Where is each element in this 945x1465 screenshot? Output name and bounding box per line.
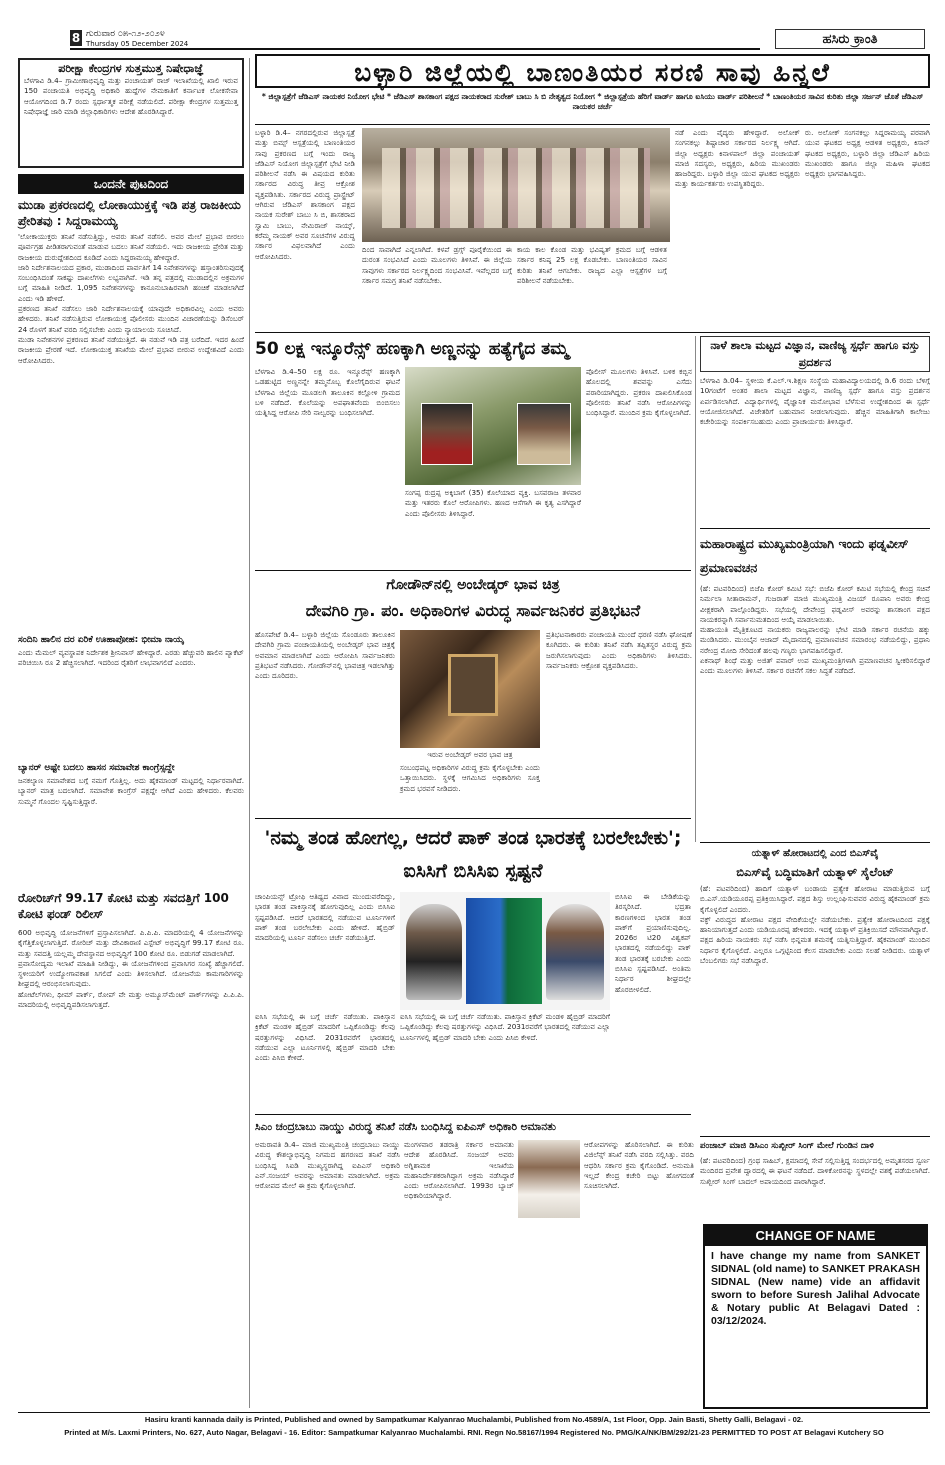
competition-headline: ನಾಳೆ ಶಾಲಾ ಮಟ್ಟದ ವಿಜ್ಞಾನ, ವಾಣಿಜ್ಯ ಸ್ಪರ್ಧೆ ಹಾಗೂ ವಸ್ತು ಪ್ರದರ್ಶನ xyxy=(700,336,930,372)
ambedkar-bottom-rule xyxy=(255,818,691,819)
cricket-text-a: ಚಾಂಪಿಯನ್ಸ್ ಟ್ರೋಫಿ ಆತಿಥ್ಯದ ವಿವಾದ ಮುಂದುವರೆದಿದ್ದು, ಭಾರತ ತಂಡ ಪಾಕಿಸ್ತಾನಕ್ಕೆ ಹೋಗುವುದಿಲ್ಲ ಎಂದು ಬಿಸಿಸಿಐ ಸ್ಪಷ್ಟಪಡಿಸಿದೆ. ಆದರೆ ಭಾರತದಲ್ಲಿ ನಡೆಯುವ ಟೂರ್ನಿಗಳಿಗೆ ಪಾಕ್ ತಂಡ ಬರಲೇಬೇಕು ಎಂದು ಹೇಳಿದೆ. ಹೈಬ್ರಿಡ್ ಮಾದರಿಯಲ್ಲಿ ಟೂರ್ನಿ ನಡೆಸಲು ಚರ್ಚೆ ನಡೆಯುತ್ತಿದೆ. xyxy=(255,892,398,943)
maharashtra-headline: ಮಹಾರಾಷ್ಟ್ರದ ಮುಖ್ಯಮಂತ್ರಿಯಾಗಿ ಇಂದು ಫಡ್ನವೀಸ್ ಪ್ರಮಾಣವಚನ xyxy=(700,536,909,575)
naidu-text-b: ಮಂಗಳವಾರ ತಡರಾತ್ರಿ ಸರ್ಕಾರ ಅಮಾನತು ಆದೇಶ ಹೊರಡಿಸಿದೆ. ಸಂಜಯ್ ಅವರು ಅಗ್ನಿಶಾಮಕ ಇಲಾಖೆಯ ಮಹಾನಿರ್ದೇಶಕರಾಗಿದ್ದಾಗ ಅಕ್ರಮ ನಡೆಸಿದ್ದಾರೆ ಎಂದು ಆರೋಪಿಸಲಾಗಿದೆ. 1993ರ ಬ್ಯಾಚ್ ಅಧಿಕಾರಿಯಾಗಿದ್ದಾರೆ. xyxy=(404,1140,517,1201)
maharashtra-rule xyxy=(700,842,930,843)
victim-photo xyxy=(421,403,473,465)
main-story-bottom-rule xyxy=(255,332,930,333)
exam-box-title: ಪರೀಕ್ಷಾ ಕೇಂದ್ರಗಳ ಸುತ್ತಮುತ್ತ ನಿಷೇಧಾಜ್ಞೆ xyxy=(58,62,204,75)
imprint-line-2: Printed at M/s. Laxmi Printers, No. 627, Auto Nagar, Belagavi - 16. Editor: Sampatkumar Kalyanrao Muchalambi. RNI. Regn No.58167/1994 Registered No. PMG/KA/NK/BM/292/21-23 PERMITTED TO POST AT Belagavi Kutchery SO xyxy=(64,1428,884,1437)
punjab-headline: ಪಂಜಾಬ್ ಮಾಜಿ ಡಿಸಿಎಂ ಸುಖ್ಬೀರ್ ಸಿಂಗ್ ಮೇಲೆ ಗುಂಡಿನ ದಾಳಿ xyxy=(700,1141,874,1151)
main-col4-text: ನಡೆ ಎಂದು ವೈದ್ಯರು ಹೇಳಿದ್ದಾರೆ. ಅಲೋಕ್ ಸಂಗನಕಲ್ಲು ಶಿಷ್ಟಾಚಾರ ಸರ್ಕಾರದ ನಿರ್ಲಕ್ಷ್ಯ ಆಗಿದೆ. ಜಿಲ್ಲಾ ಅಧ್ಯಕ್ಷರು ಕಿನಾಳಪಾಲ್ ಜಿಲ್ಲಾ ಪಂಚಾಯತ್ ಮಾಜಿ ಸದಸ್ಯರು, ಅಧ್ಯಕ್ಷರು, ಹಿರಿಯ ಮುಖಂಡರು ಹಾಜರಿದ್ದರು. ಬಳ್ಳಾರಿ ಜಿಲ್ಲಾ ಯುವ ಘಟಕದ ಅಧ್ಯಕ್ಷರು ಮತ್ತು ಕಾರ್ಯಕರ್ತರು ಉಪಸ್ಥಿತರಿದ್ದರು. xyxy=(675,128,803,189)
naidu-headline: ಸಿಎಂ ಚಂದ್ರಬಾಬು ನಾಯ್ಡು ವಿರುದ್ಧ ತನಿಖೆ ನಡೆಸಿ ಬಂಧಿಸಿದ್ದ ಐಪಿಎಸ್ ಅಧಿಕಾರಿ ಅಮಾನತು xyxy=(255,1121,556,1133)
main-col2-text: ದಿಂದ ಸಾವಾಗಿದೆ ಎನ್ನಲಾಗಿದೆ. ಕಳಪೆ ಡ್ರಗ್ಸ್ ಪೂರೈಕೆಯಿಂದ ಈ ದುರಂತ ಸಂಭವಿಸಿದೆ ಎಂದು ಮೂಲಗಳು ತಿಳಿಸಿವೆ. ಈ ಜಿಲ್ಲೆಯ ಸಾವುಗಳು ಸರ್ಕಾರದ ನಿರ್ಲಕ್ಷ್ಯದಿಂದ ಸಂಭವಿಸಿವೆ. ಇವೆಲ್ಲದರ ಬಗ್ಗೆ ಸರ್ಕಾರ ಸಮಗ್ರ ತನಿಖೆ ನಡೆಸಬೇಕು. xyxy=(362,245,515,285)
main-photo xyxy=(362,128,670,242)
competition-rule xyxy=(700,528,930,529)
insurance-photo xyxy=(405,367,581,485)
cricket-text-d: ಐಸಿಸಿ ಸಭೆಯಲ್ಲಿ ಈ ಬಗ್ಗೆ ಚರ್ಚೆ ನಡೆಯಿತು. ಪಾಕಿಸ್ತಾನ ಕ್ರಿಕೆಟ್ ಮಂಡಳಿ ಹೈಬ್ರಿಡ್ ಮಾದರಿಗೆ ಒಪ್ಪಿಕೊಂಡಿದ್ದು ಕೆಲವು ಷರತ್ತುಗಳನ್ನು ವಿಧಿಸಿದೆ. 2031ರವರೆಗೆ ಭಾರತದಲ್ಲಿ ನಡೆಯುವ ಎಲ್ಲಾ ಟೂರ್ನಿಗಳಲ್ಲಿ ಹೈಬ್ರಿಡ್ ಮಾದರಿ ಬೇಕು ಎಂದು ಪಿಸಿಬಿ ಕೇಳಿದೆ. xyxy=(255,1012,398,1063)
cricket-headline: 'ನಮ್ಮ ತಂಡ ಹೋಗಲ್ಲ, ಆದರೆ ಪಾಕ್ ತಂಡ ಭಾರತಕ್ಕೆ ಬರಲೇಬೇಕು'; ಐಸಿಸಿಗೆ ಬಿಸಿಸಿಐ ಸ್ಪಷ್ಟನೆ xyxy=(264,827,682,882)
ambedkar-text-c: ಪ್ರತಿಭಟನಾಕಾರರು ಪಂಚಾಯತಿ ಮುಂದೆ ಧರಣಿ ನಡೆಸಿ ಘೋಷಣೆ ಕೂಗಿದರು. ಈ ಕುರಿತು ತನಿಖೆ ನಡೆಸಿ ತಪ್ಪಿತಸ್ಥರ ವಿರುದ್ಧ ಕ್ರಮ ಜರುಗಿಸಲಾಗುವುದು ಎಂದು ಅಧಿಕಾರಿಗಳು ತಿಳಿಸಿದರು. ಸಾರ್ವಜನಿಕರು ಆಕ್ರೋಶ ವ್ಯಕ್ತಪಡಿಸಿದರು. xyxy=(546,630,695,670)
masthead: ಹಸಿರು ಕ್ರಾಂತಿ xyxy=(775,29,925,49)
maharashtra-text: (ಹೆ: ಪಟವರಿದಿಂದ) ಬಿಜೆಪಿ ಕೋರ್ ಕಮಿಟಿ ಸಭೆ: ಬಿಜೆಪಿ ಕೋರ್ ಕಮಿಟಿ ಸಭೆಯಲ್ಲಿ ಕೇಂದ್ರ ಸಚಿವೆ ನಿರ್ಮಲಾ ಸೀತಾರಾಮನ್, ಗುಜರಾತ್ ಮಾಜಿ ಮುಖ್ಯಮಂತ್ರಿ ವಿಜಯ್ ರೂಪಾನಿ ಅವರು ಕೇಂದ್ರ ವೀಕ್ಷಕರಾಗಿ ಪಾಲ್ಗೊಂಡಿದ್ದರು. ಸಭೆಯಲ್ಲಿ ದೇವೇಂದ್ರ ಫಡ್ನವೀಸ್ ಅವರನ್ನು ಶಾಸಕಾಂಗ ಪಕ್ಷದ ನಾಯಕರನ್ನಾಗಿ ಸರ್ವಾನುಮತದಿಂದ ಆಯ್ಕೆ ಮಾಡಲಾಯಿತು. ಮಹಾಯುತಿ ಮೈತ್ರಿಕೂಟದ ನಾಯಕರು ರಾಜ್ಯಪಾಲರನ್ನು ಭೇಟಿ ಮಾಡಿ ಸರ್ಕಾರ ರಚನೆಯ ಹಕ್ಕು ಮಂಡಿಸಿದರು. ಮುಂಬೈನ ಆಜಾದ್ ಮೈದಾನದಲ್ಲಿ ಪ್ರಮಾಣವಚನ ಸಮಾರಂಭ ನಡೆಯಲಿದ್ದು, ಪ್ರಧಾನಿ ನರೇಂದ್ರ ಮೋದಿ ಸೇರಿದಂತೆ ಹಲವು ಗಣ್ಯರು ಭಾಗವಹಿಸಲಿದ್ದಾರೆ. ಏಕನಾಥ್ ಶಿಂಧೆ ಮತ್ತು ಅಜಿತ್ ಪವಾರ್ ಉಪ ಮುಖ್ಯಮಂತ್ರಿಗಳಾಗಿ ಪ್ರಮಾಣವಚನ ಸ್ವೀಕರಿಸಲಿದ್ದಾರೆ ಎಂದು ಮೂಲಗಳು ತಿಳಿಸಿವೆ. ಸರ್ಕಾರ ರಚನೆಗೆ ಸಕಲ ಸಿದ್ಧತೆ ನಡೆದಿದೆ. xyxy=(700,584,930,676)
change-of-name-title: CHANGE OF NAME xyxy=(705,1226,926,1246)
insurance-bottom-rule xyxy=(255,570,691,571)
fund-text: 600 ಅಭಿವೃದ್ಧಿ ಯೋಜನೆಗಳಿಗೆ ಪ್ರಸ್ತಾಪಿಸಲಾಗಿದೆ. ಪಿ.ಪಿ.ಪಿ. ಮಾದರಿಯಲ್ಲಿ 4 ಯೋಜನೆಗಳನ್ನು ಕೈಗೆತ್ತಿಕೊಳ್ಳಲಾಗುತ್ತಿದೆ. ರೋರಿಚ್ ಮತ್ತು ದೇವಿಕಾರಾಣಿ ಎಸ್ಟೇಟ್ ಅಭಿವೃದ್ಧಿಗೆ 99.17 ಕೋಟಿ ರೂ. ಮತ್ತು ಸವದತ್ತಿ ಯಲ್ಲಮ್ಮ ದೇವಸ್ಥಾನದ ಅಭಿವೃದ್ಧಿಗೆ 100 ಕೋಟಿ ರೂ. ಬಿಡುಗಡೆ ಮಾಡಲಾಗಿದೆ. ಪ್ರವಾಸೋದ್ಯಮ ಇಲಾಖೆ ಮಾಹಿತಿ ನೀಡಿದ್ದು, ಈ ಯೋಜನೆಗಳಿಂದ ಪ್ರವಾಸಿಗರ ಸಂಖ್ಯೆ ಹೆಚ್ಚಾಗಲಿದೆ. ಸ್ಥಳೀಯರಿಗೆ ಉದ್ಯೋಗಾವಕಾಶ ಸಿಗಲಿದೆ ಎಂದು ತಿಳಿಸಲಾಗಿದೆ. ಯೋಜನೆಯ ಕಾಮಗಾರಿಗಳನ್ನು ಶೀಘ್ರದಲ್ಲಿ ಆರಂಭಿಸಲಾಗುವುದು. ಹೋಟೆಲ್‌ಗಳು, ಥೀಮ್ ಪಾರ್ಕ್, ರೋಪ್ ವೇ ಮತ್ತು ಅಮ್ಯೂಸ್‌ಮೆಂಟ್ ಪಾರ್ಕ್‌ಗಳನ್ನು ಪಿ.ಪಿ.ಪಿ. ಮಾದರಿಯಲ್ಲಿ ಅಭಿವೃದ್ಧಿಪಡಿಸಲಾಗುತ್ತದೆ. xyxy=(18,928,245,1010)
header-date-english: Thursday 05 December 2024 xyxy=(86,40,189,48)
official-left-photo xyxy=(406,904,462,1000)
ambedkar-text-b: ಸಂಬಂಧಪಟ್ಟ ಅಧಿಕಾರಿಗಳ ವಿರುದ್ಧ ಕ್ರಮ ಕೈಗೊಳ್ಳಬೇಕು ಎಂದು ಒತ್ತಾಯಿಸಿದರು. ಸ್ಥಳಕ್ಕೆ ಆಗಮಿಸಿದ ಅಧಿಕಾರಿಗಳು ಸೂಕ್ತ ಕ್ರಮದ ಭರವಸೆ ನೀಡಿದರು. xyxy=(400,763,543,793)
ambedkar-text-a: ಹೊಸಪೇಟೆ ಡಿ.4– ಬಳ್ಳಾರಿ ಜಿಲ್ಲೆಯ ಸೊಂಡೂರು ತಾಲೂಕಿನ ದೇವಗಿರಿ ಗ್ರಾಮ ಪಂಚಾಯತಿಯಲ್ಲಿ ಅಂಬೇಡ್ಕರ್ ಭಾವ ಚಿತ್ರಕ್ಕೆ ಅವಮಾನ ಮಾಡಲಾಗಿದೆ ಎಂದು ಆರೋಪಿಸಿ ಸಾರ್ವಜನಿಕರು ಪ್ರತಿಭಟನೆ ನಡೆಸಿದರು. ಗೋಡೌನ್‌ನಲ್ಲಿ ಭಾವಚಿತ್ರ ಇಡಲಾಗಿತ್ತು ಎಂದು ದೂರಿದರು. xyxy=(255,630,398,681)
insurance-text-a: ಬೆಳಗಾವಿ ಡಿ.4–50 ಲಕ್ಷ ರೂ. ಇನ್ಶೂರೆನ್ಸ್ ಹಣಕ್ಕಾಗಿ ಒಡಹುಟ್ಟಿದ ಅಣ್ಣನನ್ನೇ ತಮ್ಮನೊಬ್ಬ ಕೊಲೆಗೈದಿರುವ ಘಟನೆ ಬೆಳಗಾವಿ ಜಿಲ್ಲೆಯ ಮೂಡಲಗಿ ತಾಲೂಕಿನ ಕಲ್ಲೋಳಿ ಗ್ರಾಮದ ಬಳಿ ನಡೆದಿದೆ. ಕೊಲೆಯನ್ನು ಅಪಘಾತವೆಂದು ಬಿಂಬಿಸಲು ಯತ್ನಿಸಿದ್ದ ಆರೋಪಿ ಸೇರಿ ನಾಲ್ವರನ್ನು ಬಂಧಿಸಲಾಗಿದೆ. xyxy=(255,367,403,418)
accused-photo xyxy=(517,403,571,465)
insurance-headline: 50 ಲಕ್ಷ ಇನ್ಶೂರೆನ್ಸ್ ಹಣಕ್ಕಾಗಿ ಅಣ್ಣನನ್ನು ಹತ್ಯೆಗೈದ ತಮ್ಮ xyxy=(255,339,569,359)
cricket-photo xyxy=(400,892,610,1010)
header-rule xyxy=(70,48,760,50)
fund-headline: ರೋರಿಚ್‌ಗೆ 99.17 ಕೋಟಿ ಮತ್ತು ಸವದತ್ತಿಗೆ 100 ಕೋಟಿ ಫಂಡ್ ರಿಲೀಸ್ xyxy=(18,891,229,921)
main-subhead-rule xyxy=(255,124,930,125)
change-of-name-body: I have change my name from SANKET SIDNAL (old name) to SANKET PRAKASH SIDNAL (New name) vide an affidavit sworn to before Suresh Jalihal Advocate & Notary public At Belagavi Dated : 03/12/2024. xyxy=(711,1250,920,1327)
banner-text: ಜನಕಲ್ಯಾಣ ಸಮಾವೇಶದ ಬಗ್ಗೆ ನಮಗೆ ಗೊತ್ತಿಲ್ಲ. ಅದು ಹೈಕಮಾಂಡ್ ಮಟ್ಟದಲ್ಲಿ ನಿರ್ಧಾರವಾಗಿದೆ. ಬ್ಯಾನರ್ ಮಾತ್ರ ಬದಲಾಗಿದೆ. ಸಮಾವೇಶ ಕಾಂಗ್ರೆಸ್ ಪಕ್ಷದ್ದೇ ಆಗಿದೆ ಎಂದು ಹೇಳಿದರು. ಕೆಲವರು ಸುಮ್ಮನೆ ಗೊಂದಲ ಸೃಷ್ಟಿಸುತ್ತಿದ್ದಾರೆ. xyxy=(18,776,247,806)
main-photo-people xyxy=(382,148,650,228)
main-col1-text: ಬಳ್ಳಾರಿ ಡಿ.4– ನಗರದಲ್ಲಿರುವ ಜಿಲ್ಲಾಸ್ಪತ್ರೆ ಮತ್ತು ಬಿಮ್ಸ್ ಆಸ್ಪತ್ರೆಯಲ್ಲಿ ಬಾಣಂತಿಯರ ಸಾವು ಪ್ರಕರಣದ ಬಗ್ಗೆ ಇಂದು ರಾಜ್ಯ ಜೆಡಿಎಸ್ ನಿಯೋಗ ಜಿಲ್ಲಾಸ್ಪತ್ರೆಗೆ ಭೇಟಿ ನೀಡಿ ಪರಿಶೀಲನೆ ನಡೆಸಿ ಈ ವಿಷಯದ ಕುರಿತು ಸರ್ಕಾರದ ವಿರುದ್ಧ ತೀವ್ರ ಆಕ್ರೋಶ ವ್ಯಕ್ತಪಡಿಸಿತು. ಸರ್ಕಾರದ ವಿರುದ್ಧ ಪ್ರಾಸ್ಟ್ರೇಟ್ ಆಗಿರುವ ಜೆಡಿಎಸ್ ಶಾಸಕಾಂಗ ಪಕ್ಷದ ನಾಯಕ ಸುರೇಶ್ ಬಾಬು ಸಿ ಬಿ, ಶಾಸಕರಾದ ಸ್ವಾಮಿ ಬಾಬು, ನೇಮಿರಾಜ್ ನಾಯ್ಕ್, ಕರೆಮ್ಮ ನಾಯಕ್ ಅವರ ಸೂಚನೆಗಳ ವಿರುದ್ಧ ಸರ್ಕಾರ ವಿಫಲವಾಗಿದೆ ಎಂದು ಆರೋಪಿಸಿದರು. xyxy=(255,128,358,261)
cmyk-bar-top xyxy=(0,0,945,18)
insurance-text-c: ಪೊಲೀಸ್ ಮೂಲಗಳು ತಿಳಿಸಿವೆ. ಬಳಿಕ ಕಬ್ಬಿನ ಹೊಲದಲ್ಲಿ ಶವವನ್ನು ಎಸೆದು ಪರಾರಿಯಾಗಿದ್ದರು. ಪ್ರಕರಣ ದಾಖಲಿಸಿಕೊಂಡ ಪೊಲೀಸರು ತನಿಖೆ ನಡೆಸಿ ಆರೋಪಿಗಳನ್ನು ಬಂಧಿಸಿದ್ದಾರೆ. ಮುಂದಿನ ಕ್ರಮ ಕೈಗೊಳ್ಳಲಾಗಿದೆ. xyxy=(586,367,695,418)
naidu-text-c: ಆರೋಪಗಳನ್ನು ಹೊರಿಸಲಾಗಿದೆ. ಈ ಕುರಿತು ವಿಜಿಲೆನ್ಸ್ ತನಿಖೆ ನಡೆಸಿ ವರದಿ ಸಲ್ಲಿಸಿತ್ತು. ವರದಿ ಆಧರಿಸಿ ಸರ್ಕಾರ ಕ್ರಮ ಕೈಗೊಂಡಿದೆ. ಅನುಮತಿ ಇಲ್ಲದೆ ಕೇಂದ್ರ ಕಚೇರಿ ಬಿಟ್ಟು ಹೋಗದಂತೆ ಸೂಚಿಸಲಾಗಿದೆ. xyxy=(584,1140,697,1191)
naidu-text-a: ಅಮರಾವತಿ ಡಿ.4– ಮಾಜಿ ಮುಖ್ಯಮಂತ್ರಿ ಚಂದ್ರಬಾಬು ನಾಯ್ಡು ವಿರುದ್ಧ ಕೌಶಲ್ಯಾಭಿವೃದ್ಧಿ ನಿಗಮದ ಹಗರಣದ ತನಿಖೆ ನಡೆಸಿ ಬಂಧಿಸಿದ್ದ ಸಿಐಡಿ ಮುಖ್ಯಸ್ಥರಾಗಿದ್ದ ಐಪಿಎಸ್ ಅಧಿಕಾರಿ ಎನ್.ಸಂಜಯ್ ಅವರನ್ನು ಅಮಾನತು ಮಾಡಲಾಗಿದೆ. ಅಕ್ರಮ ಆರೋಪದ ಮೇಲೆ ಈ ಕ್ರಮ ಕೈಗೊಳ್ಳಲಾಗಿದೆ. xyxy=(255,1140,403,1191)
mid-col-divider xyxy=(695,336,696,842)
exam-box-text: ಬೆಳಗಾವಿ ಡಿ.4– ಗ್ರಾಮೀಣಾಭಿವೃದ್ಧಿ ಮತ್ತು ಪಂಚಾಯತ್ ರಾಜ್ ಇಲಾಖೆಯಲ್ಲಿ ಖಾಲಿ ಇರುವ 150 ಪಂಚಾಯತಿ ಅಭಿವೃದ್ಧಿ ಅಧಿಕಾರಿ ಹುದ್ದೆಗಳ ನೇಮಕಾತಿಗೆ ಕರ್ನಾಟಕ ಲೋಕಸೇವಾ ಆಯೋಗದಿಂದ ಡಿ.7 ರಂದು ಸ್ಪರ್ಧಾತ್ಮಕ ಪರೀಕ್ಷೆ ನಡೆಯಲಿದೆ. ಪರೀಕ್ಷಾ ಕೇಂದ್ರಗಳ ಸುತ್ತಮುತ್ತ ನಿಷೇಧಾಜ್ಞೆ ಜಾರಿ ಮಾಡಿ ಜಿಲ್ಲಾಧಿಕಾರಿಗಳು ಆದೇಶ ಹೊರಡಿಸಿದ್ದಾರೆ. xyxy=(24,76,241,116)
punjab-text: (ಹೆ: ಪಟವರಿದಿಂದ) ಗ್ರಂಥ ಸಾಹಿಬ್, ಕ್ಷಮಾದಲ್ಲಿ ಸೇವೆ ಸಲ್ಲಿಸುತ್ತಿದ್ದ ಸಂದರ್ಭದಲ್ಲಿ ಅಮೃತಸರದ ಸ್ವರ್ಣ ಮಂದಿರದ ಪ್ರವೇಶ ದ್ವಾರದಲ್ಲಿ ಈ ಘಟನೆ ನಡೆದಿದೆ. ದಾಳಿಕೋರನನ್ನು ಸ್ಥಳದಲ್ಲೇ ವಶಕ್ಕೆ ಪಡೆಯಲಾಗಿದೆ. ಸುಖ್ಬೀರ್ ಸಿಂಗ್ ಬಾದಲ್ ಅಪಾಯದಿಂದ ಪಾರಾಗಿದ್ದಾರೆ. xyxy=(700,1156,933,1186)
main-headline: ಬಳ್ಳಾರಿ ಜಿಲ್ಲೆಯಲ್ಲಿ ಬಾಣಂತಿಯರ ಸರಣಿ ಸಾವು ಹಿನ್ನಲೆ xyxy=(255,54,930,88)
page-number-box: 8 xyxy=(71,31,81,45)
cricket-text-c: ಬಿಸಿಸಿಐ ಈ ಬೇಡಿಕೆಯನ್ನು ತಿರಸ್ಕರಿಸಿದೆ. ಭದ್ರತಾ ಕಾರಣಗಳಿಂದ ಭಾರತ ತಂಡ ಪಾಕ್‌ಗೆ ಪ್ರಯಾಣಿಸುವುದಿಲ್ಲ. 2026ರ ಟಿ20 ವಿಶ್ವಕಪ್ ಭಾರತದಲ್ಲಿ ನಡೆಯಲಿದ್ದು ಪಾಕ್ ತಂಡ ಭಾರತಕ್ಕೆ ಬರಬೇಕು ಎಂದು ಬಿಸಿಸಿಐ ಸ್ಪಷ್ಟಪಡಿಸಿದೆ. ಅಂತಿಮ ನಿರ್ಧಾರ ಶೀಘ್ರದಲ್ಲೇ ಹೊರಬೀಳಲಿದೆ. xyxy=(615,892,694,994)
official-right-photo xyxy=(546,904,604,1000)
change-of-name-ad xyxy=(703,1224,928,1409)
yatnal-headline-1: ಯತ್ನಾಳ್ ಹೋರಾಟದಲ್ಲಿ ಎಂದ ಬಿಎಸ್‌ವೈ xyxy=(751,848,879,859)
insurance-text-b: ಸಂಗಪ್ಪ ರುದ್ರಪ್ಪ ಅಕ್ಕಿಬಾಗೆ (35) ಕೊಲೆಯಾದ ವ್ಯಕ್ತಿ. ಬಸವರಾಜ ತಳವಾರ ಮತ್ತು ಇತರರು ಕೊಲೆ ಆರೋಪಿಗಳು. ಹಣದ ಆಸೆಗಾಗಿ ಈ ಕೃತ್ಯ ಎಸಗಿದ್ದಾರೆ ಎಂದು ಪೊಲೀಸರು ತಿಳಿಸಿದ್ದಾರೆ. xyxy=(405,488,584,518)
imprint-line-1: Hasiru kranti kannada daily is Printed, Published and owned by Sampatkumar Kalyanrao Muchalambi, Published from No.4589/A, 1st Floor, Opp. Jain Basti, Shetty Galli, Belagavi - 02. xyxy=(144,1415,804,1424)
cricket-text-b: ಐಸಿಸಿ ಸಭೆಯಲ್ಲಿ ಈ ಬಗ್ಗೆ ಚರ್ಚೆ ನಡೆಯಿತು. ಪಾಕಿಸ್ತಾನ ಕ್ರಿಕೆಟ್ ಮಂಡಳಿ ಹೈಬ್ರಿಡ್ ಮಾದರಿಗೆ ಒಪ್ಪಿಕೊಂಡಿದ್ದು ಕೆಲವು ಷರತ್ತುಗಳನ್ನು ವಿಧಿಸಿದೆ. 2031ರವರೆಗೆ ಭಾರತದಲ್ಲಿ ನಡೆಯುವ ಎಲ್ಲಾ ಟೂರ್ನಿಗಳಲ್ಲಿ ಹೈಬ್ರಿಡ್ ಮಾದರಿ ಬೇಕು ಎಂದು ಪಿಸಿಬಿ ಕೇಳಿದೆ. xyxy=(400,1012,613,1042)
cricket-bottom-rule xyxy=(255,1114,691,1115)
banner-headline: ಬ್ಯಾನರ್ ಅಷ್ಟೇ ಬದಲು ಹಾಸನ ಸಮಾವೇಶ ಕಾಂಗ್ರೆಸ್ಸದ್ದೇ xyxy=(18,763,175,773)
imprint-rule xyxy=(18,1412,930,1413)
players-photo xyxy=(466,898,542,1004)
ambedkar-photo xyxy=(400,630,540,748)
main-col3-text: ಕಾಯ ಕಾಲ ಕೊಂಡ ಮತ್ತು ಭವಿಷ್ಯತ್ ಕ್ರಮದ ಬಗ್ಗೆ ಆಡಳಿತ ಸರ್ಕಾರ ಕನಿಷ್ಠ 25 ಲಕ್ಷ ಕೊಡಬೇಕು. ಬಾಣಂತಿಯರ ಸಾವಿನ ಕುರಿತು ತನಿಖೆ ಆಗಬೇಕು. ರಾಜ್ಯದ ಎಲ್ಲಾ ಆಸ್ಪತ್ರೆಗಳ ಬಗ್ಗೆ ಪರಿಶೀಲನೆ ನಡೆಯಬೇಕು. xyxy=(517,245,670,285)
yatnal-headline-2: ಬಿಎಸ್‌ವೈ ಬದ್ಧಿಮಾತಿಗೆ ಯತ್ನಾಳ್ ಸೈಲೆಂಟ್ xyxy=(736,865,894,879)
naidu-photo xyxy=(518,1140,580,1218)
competition-text: ಬೆಳಗಾವಿ ಡಿ.04– ಸ್ಥಳೀಯ ಕೆ.ಎಲ್.ಇ.ಶಿಕ್ಷಣ ಸಂಸ್ಥೆಯ ಮಹಾವಿದ್ಯಾಲಯದಲ್ಲಿ ಡಿ.6 ರಂದು ಬೆಳಿಗ್ಗೆ 10ಗಂಟೆಗೆ ಅಂತರ ಶಾಲಾ ಮಟ್ಟದ ವಿಜ್ಞಾನ, ವಾಣಿಜ್ಯ ಸ್ಪರ್ಧೆ ಹಾಗೂ ವಸ್ತು ಪ್ರದರ್ಶನ ಏರ್ಪಡಿಸಲಾಗಿದೆ. ವಿದ್ಯಾರ್ಥಿಗಳಲ್ಲಿ ವೈಜ್ಞಾನಿಕ ಮನೋಭಾವ ಬೆಳೆಸುವ ಉದ್ದೇಶದಿಂದ ಈ ಸ್ಪರ್ಧೆ ಆಯೋಜಿಸಲಾಗಿದೆ. ವಿಜೇತರಿಗೆ ಬಹುಮಾನ ನೀಡಲಾಗುವುದು. ಹೆಚ್ಚಿನ ಮಾಹಿತಿಗಾಗಿ ಕಾಲೇಜು ಕಚೇರಿಯನ್ನು ಸಂಪರ್ಕಿಸಬಹುದು ಎಂದು ಪ್ರಾಚಾರ್ಯರು ತಿಳಿಸಿದ್ದಾರೆ. xyxy=(700,376,933,427)
muda-headline: ಮುಡಾ ಪ್ರಕರಣದಲ್ಲಿ ಲೋಕಾಯುಕ್ತಕ್ಕೆ ಇಡಿ ಪತ್ರ ರಾಜಕೀಯ ಪ್ರೇರಿತವು : ಸಿದ್ದರಾಮಯ್ಯ xyxy=(18,198,241,228)
nandini-text: ಎಂದು ಮೆಮಲ್ ವ್ಯವಸ್ಥಾಪಕ ನಿರ್ದೇಶಕ ಶ್ರೀನಿವಾಸ್ ಹೇಳಿದ್ದಾರೆ. ಎರಡು ಹೆಚ್ಚುವರಿ ಹಾಲಿನ ಪ್ಯಾಕೆಟ್ ಪರಿಚಯಿಸಿ ರೂ 2 ಹೆಚ್ಚಿಸಲಾಗಿದೆ. ಇದರಿಂದ ರೈತರಿಗೆ ಲಾಭವಾಗಲಿದೆ ಎಂದರು. xyxy=(18,648,247,668)
main-subhead: * ಜಿಲ್ಲಾಸ್ಪತ್ರೆಗೆ ಜೆಡಿಎಸ್ ನಾಯಕರ ನಿಯೋಗ ಭೇಟಿ * ಜೆಡಿಎಸ್ ಶಾಸಕಾಂಗ ಪಕ್ಷದ ನಾಯಕರಾದ ಸುರೇಶ್ ಬಾಬು ಸಿ ಬಿ ನೇತೃತ್ವದ ನಿಯೋಗ * ಜಿಲ್ಲಾಸ್ಪತ್ರೆಯ ಹೆರಿಗೆ ವಾರ್ಡ್ ಹಾಗೂ ಐಸಿಯು ವಾರ್ಡ್ ಪರಿಶೀಲನೆ * ಬಾಣಂತಿಯರ ಸಾವಿನ ಕುರಿತು ಜಿಲ್ಲಾ ಸರ್ಜನ್ ಜೊತೆ ಜೆಡಿಎಸ್ ನಾಯಕರ ಚರ್ಚೆ xyxy=(261,92,924,111)
left-col-divider xyxy=(249,58,250,1408)
section-banner: ಒಂದನೇ ಪುಟದಿಂದ xyxy=(18,174,244,194)
ambedkar-headline-1: ಗೋಡೌನ್‌ನಲ್ಲಿ ಅಂಬೇಡ್ಕರ್ ಭಾವ ಚಿತ್ರ xyxy=(386,577,560,593)
yatnal-rule xyxy=(700,1136,930,1137)
ambedkar-portrait xyxy=(448,654,498,716)
ambedkar-caption: ಇರುವ ಅಂಬೇಡ್ಕರ್ ಅವರ ಭಾವ ಚಿತ್ರ xyxy=(427,750,513,759)
exam-box xyxy=(18,58,244,168)
main-col5-text: ರು. ಅಲೋಕ್ ಸಂಗನಕಲ್ಲು ಸಿದ್ದರಾಮಯ್ಯ ಪರವಾಗಿ ಯುವ ಘಟಕದ ಅಧ್ಯಕ್ಷ ಆಡಳಿತ ಅಧ್ಯಕ್ಷರು, ಕಿಸಾನ್ ಘಟಕದ ಅಧ್ಯಕ್ಷರು, ಬಳ್ಳಾರಿ ಜಿಲ್ಲಾ ಜೆಡಿಎಸ್ ಹಿರಿಯ ಮುಖಂಡರು ಹಾಗೂ ಜಿಲ್ಲಾ ಮಹಿಳಾ ಘಟಕದ ಅಧ್ಯಕ್ಷರು ಭಾಗವಹಿಸಿದ್ದರು. xyxy=(805,128,933,179)
yatnal-text: (ಹೆ: ಪಟವರಿದಿಂದ) ಹಾದಿಗೆ ಯತ್ನಾಳ್ ಬಂಡಾಯ ಪ್ರತ್ಯೇಕ ಹೋರಾಟ ಮಾಡುತ್ತಿರುವ ಬಗ್ಗೆ ಬಿ.ಎಸ್.ಯಡಿಯೂರಪ್ಪ ಪ್ರತಿಕ್ರಿಯಿಸಿದ್ದಾರೆ. ಪಕ್ಷದ ಶಿಸ್ತು ಉಲ್ಲಂಘಿಸುವವರ ವಿರುದ್ಧ ಹೈಕಮಾಂಡ್ ಕ್ರಮ ಕೈಗೊಳ್ಳಲಿದೆ ಎಂದರು. ವಕ್ಫ್ ವಿರುದ್ಧದ ಹೋರಾಟ ಪಕ್ಷದ ವೇದಿಕೆಯಲ್ಲೇ ನಡೆಯಬೇಕು. ಪ್ರತ್ಯೇಕ ಹೋರಾಟದಿಂದ ಪಕ್ಷಕ್ಕೆ ಹಾನಿಯಾಗುತ್ತದೆ ಎಂದು ಯಡಿಯೂರಪ್ಪ ಹೇಳಿದರು. ಇದಕ್ಕೆ ಯತ್ನಾಳ್ ಪ್ರತಿಕ್ರಿಯಿಸದೆ ಮೌನವಾಗಿದ್ದಾರೆ. ಪಕ್ಷದ ಹಿರಿಯ ನಾಯಕರು ಸಭೆ ನಡೆಸಿ ಭಿನ್ನಮತ ಶಮನಕ್ಕೆ ಯತ್ನಿಸುತ್ತಿದ್ದಾರೆ. ಹೈಕಮಾಂಡ್ ಮುಂದಿನ ನಿರ್ಧಾರ ಕೈಗೊಳ್ಳಲಿದೆ. ಎಲ್ಲರೂ ಒಗ್ಗಟ್ಟಿನಿಂದ ಕೆಲಸ ಮಾಡಬೇಕು ಎಂದು ಸಲಹೆ ನೀಡಿದರು. ಯತ್ನಾಳ್ ಬೆಂಬಲಿಗರು ಸಭೆ ನಡೆಸಿದ್ದಾರೆ. xyxy=(700,884,930,966)
header-date-kannada: ಗುರುವಾರ ೦೫-೧೨-೨೦೨೪ xyxy=(86,29,165,39)
nandini-headline: ಸಂದಿನಿ ಹಾಲಿನ ದರ ಏರಿಕೆ ಊಹಾಪೋಹ: ಭೀಮಾ ನಾಯ್ಕ xyxy=(18,635,184,645)
muda-text: 'ಲೋಕಾಯುಕ್ತರು ತನಿಖೆ ನಡೆಸುತ್ತಿದ್ದು, ಅವರು ತನಿಖೆ ನಡೆಸಲಿ. ಅವರ ಮೇಲೆ ಪ್ರಭಾವ ಬೀರಲು ಪೂರ್ವಗ್ರಹ ಪೀಡಿತರಾಗುವಂತೆ ಮಾಡುವ ಬದಲು ತನಿಖೆ ನಡೆಯಲಿ. ಇದು ರಾಜಕೀಯ ಪ್ರೇರಿತ ಮತ್ತು ರಾಜಕೀಯ ದುರುದ್ದೇಶದಿಂದ ಕೂಡಿದೆ ಎಂದು ಸಿದ್ದರಾಮಯ್ಯ ಹೇಳಿದ್ದಾರೆ. ಜಾರಿ ನಿರ್ದೇಶನಾಲಯದ ಪ್ರಕಾರ, ಮುಡಾದಿಂದ ಪಾರ್ವತಿಗೆ 14 ನಿವೇಶನಗಳನ್ನು ಹಸ್ತಾಂತರಿಸುವುದಕ್ಕೆ ಸಂಬಂಧಿಸಿದಂತೆ ಸಾಕಷ್ಟು ದಾಖಲೆಗಳು ಲಭ್ಯವಾಗಿವೆ. ಇಡಿ ತನ್ನ ಪತ್ರದಲ್ಲಿ ಮುಡಾದಲ್ಲಿನ ಅಕ್ರಮಗಳ ಬಗ್ಗೆ ಮಾಹಿತಿ ನೀಡಿದೆ. 1,095 ನಿವೇಶನಗಳನ್ನು ಕಾನೂನುಬಾಹಿರವಾಗಿ ಹಂಚಿಕೆ ಮಾಡಲಾಗಿದೆ ಎಂದು ಇಡಿ ಹೇಳಿದೆ. ಪ್ರಕರಣದ ತನಿಖೆ ನಡೆಸಲು ಜಾರಿ ನಿರ್ದೇಶನಾಲಯಕ್ಕೆ ಯಾವುದೇ ಅಧಿಕಾರವಿಲ್ಲ ಎಂದು ಅವರು ಹೇಳಿದರು. ತನಿಖೆ ನಡೆಸುತ್ತಿರುವ ಲೋಕಾಯುಕ್ತ ಪೊಲೀಸರು ಮುಂದಿನ ವಿಚಾರಣೆಯನ್ನು ಡಿಸೆಂಬರ್ 24 ರೊಳಗೆ ತನಿಖೆ ವರದಿ ಸಲ್ಲಿಸಬೇಕು ಎಂದು ನ್ಯಾಯಾಲಯ ಸೂಚಿಸಿದೆ. ಮುಡಾ ನಿವೇಶನಗಳ ಪ್ರಕರಣದ ತನಿಖೆ ನಡೆಯುತ್ತಿದೆ. ಈ ನಡುವೆ ಇಡಿ ಪತ್ರ ಬರೆದಿದೆ. ಇದರ ಹಿಂದೆ ರಾಜಕೀಯ ಪ್ರೇರಣೆ ಇದೆ. ಲೋಕಾಯುಕ್ತ ತನಿಖೆಯ ಮೇಲೆ ಪ್ರಭಾವ ಬೀರುವ ಉದ್ದೇಶವಿದೆ ಎಂದು ಆರೋಪಿಸಿದರು. xyxy=(18,232,244,365)
ambedkar-headline-2: ದೇವಗಿರಿ ಗ್ರಾ. ಪಂ. ಅಧಿಕಾರಿಗಳ ವಿರುದ್ಧ ಸಾರ್ವಜನಿಕರ ಪ್ರತಿಭಟನೆ xyxy=(305,601,641,620)
